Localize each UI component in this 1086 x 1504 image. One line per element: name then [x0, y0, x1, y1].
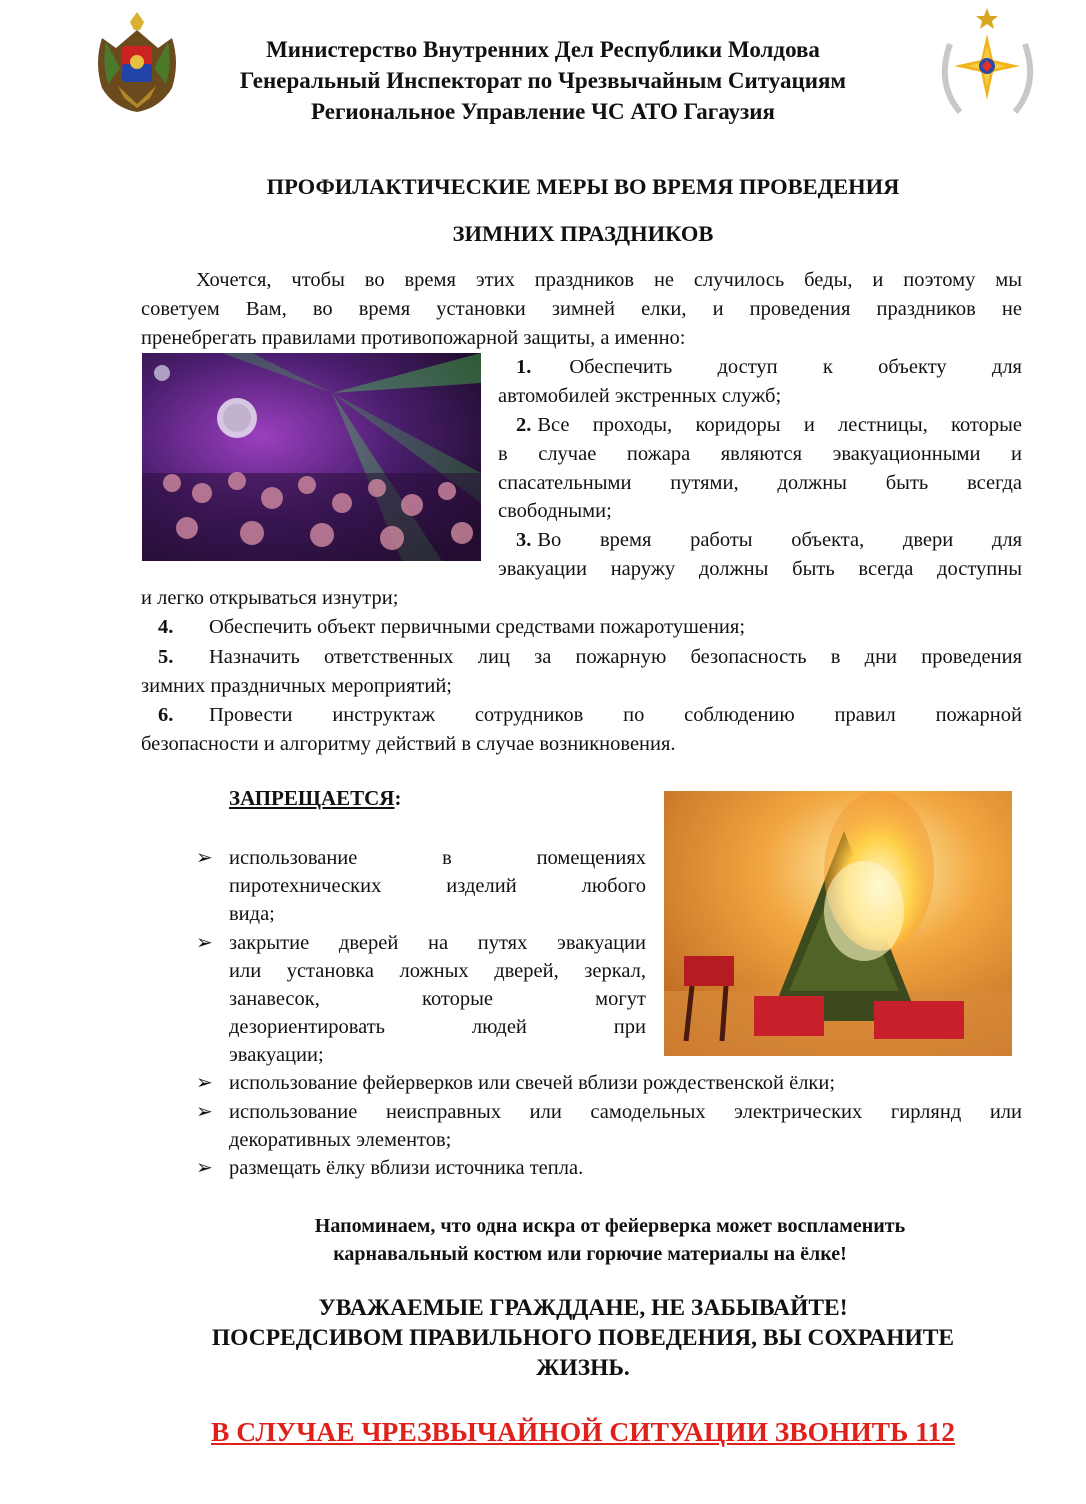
prohibited-2-line-2: или установка ложных дверей, зеркал, — [229, 960, 646, 982]
measure-2-row — [498, 411, 1022, 440]
arrowhead-bullet-icon: ➢ — [196, 847, 213, 869]
header-regional-office: Региональное Управление ЧС АТО Гагаузия — [311, 99, 775, 124]
arrowhead-bullet-icon: ➢ — [196, 1072, 213, 1094]
arrowhead-bullet-icon: ➢ — [196, 1101, 213, 1123]
measure-3-row — [498, 526, 1022, 555]
prohibited-1-line-1: использование в помещениях — [229, 847, 646, 869]
intro-line-2: советуем Вам, во время установки зимней елки, и проведения праздников не — [141, 298, 1022, 320]
arrowhead-bullet-icon: ➢ — [196, 1157, 213, 1179]
appeal-line-1: УВАЖАЕМЫЕ ГРАЖДДАНЕ, НЕ ЗАБЫВАЙТЕ! — [318, 1295, 848, 1321]
prohibited-2-line-1: закрытие дверей на путях эвакуации — [229, 932, 646, 954]
measure-5-line-2: зимних праздничных мероприятий; — [141, 675, 452, 697]
appeal-line-3: ЖИЗНЬ. — [536, 1355, 630, 1381]
measure-2-line-4: свободными; — [498, 500, 612, 522]
measure-5-number: 5. — [158, 646, 174, 668]
measure-2-line-2: в случае пожара являются эвакуационными и — [498, 443, 1022, 465]
intro-line-1: Хочется, чтобы во время этих праздников не случилось беды, и поэтому мы — [196, 269, 1022, 291]
measure-4-number: 4. — [158, 616, 174, 638]
header-ministry: Министерство Внутренних Дел Республики Молдова — [266, 37, 820, 62]
measure-3-line-2: эвакуации наружу должны быть всегда доступны — [498, 558, 1022, 580]
emergency-call-112: В СЛУЧАЕ ЧРЕЗВЫЧАЙНОЙ СИТУАЦИИ ЗВОНИТЬ 112 — [211, 1416, 955, 1447]
measure-5-line-1: Назначить ответственных лиц за пожарную безопасность в дни проведения — [209, 646, 1022, 668]
prohibited-1-line-2: пиротехнических изделий любого — [229, 875, 646, 897]
prohibited-2-line-4: дезориентировать людей при — [229, 1016, 646, 1038]
measure-2-line-3: спасательными путями, должны быть всегда — [498, 472, 1022, 494]
title-line-2: ЗИМНИХ ПРАЗДНИКОВ — [452, 221, 714, 246]
intro-line-3: пренебрегать правилами противопожарной защиты, а именно: — [141, 327, 686, 349]
measure-4-text: Обеспечить объект первичными средствами пожаротушения; — [209, 616, 746, 638]
prohibited-2-line-3: занавесок, которые могут — [229, 988, 646, 1010]
measure-2-number: 2. — [516, 414, 532, 436]
reminder-line-2: карнавальный костюм или горючие материалы на ёлке! — [333, 1243, 847, 1265]
measure-1-number: 1. — [516, 356, 532, 378]
measure-3-line-1: Во время работы объекта, двери для — [537, 529, 1022, 551]
measure-6-line-1: Провести инструктаж сотрудников по соблюдению правил пожарной — [209, 704, 1022, 726]
emergency-service-star-emblem-icon — [930, 4, 1045, 128]
prohibited-4-line-2: декоративных элементов; — [229, 1129, 452, 1151]
arrowhead-bullet-icon: ➢ — [196, 932, 213, 954]
measure-6-line-2: безопасности и алгоритму действий в случае возникновения. — [141, 733, 676, 755]
title-line-1: ПРОФИЛАКТИЧЕСКИЕ МЕРЫ ВО ВРЕМЯ ПРОВЕДЕНИЯ — [266, 174, 900, 199]
prohibited-2-line-5: эвакуации; — [229, 1044, 324, 1066]
prohibited-heading-text: ЗАПРЕЩАЕТСЯ — [229, 786, 395, 810]
measure-2-line-1: Все проходы, коридоры и лестницы, которые — [537, 414, 1022, 436]
prohibited-3-line-1: использование фейерверков или свечей вблизи рождественской ёлки; — [229, 1072, 836, 1094]
party-crowd-photo — [142, 353, 481, 561]
measure-3-number: 3. — [516, 529, 532, 551]
measure-1-line-2: автомобилей экстренных служб; — [498, 385, 782, 407]
prohibited-5-line-1: размещать ёлку вблизи источника тепла. — [229, 1157, 584, 1179]
prohibited-heading — [229, 786, 401, 811]
measure-1-row — [498, 353, 1022, 382]
measure-3-line-3: и легко открываться изнутри; — [141, 587, 399, 609]
prohibited-4-line-1: использование неисправных или самодельных электрических гирлянд или — [229, 1101, 1022, 1123]
measure-1-line-1: Обеспечить доступ к объекту для — [569, 356, 1022, 378]
reminder-line-1: Напоминаем, что одна искра от фейерверка может воспламенить — [314, 1215, 906, 1237]
appeal-line-2: ПОСРЕДСИВОМ ПРАВИЛЬНОГО ПОВЕДЕНИЯ, ВЫ СОХРАНИТЕ — [211, 1325, 955, 1351]
measure-6-number: 6. — [158, 704, 174, 726]
burning-christmas-tree-photo — [664, 791, 1012, 1056]
header-inspectorate: Генеральный Инспекторат по Чрезвычайным Ситуациям — [239, 68, 847, 93]
prohibited-1-line-3: вида; — [229, 903, 275, 925]
prohibited-heading-colon: : — [394, 786, 402, 810]
